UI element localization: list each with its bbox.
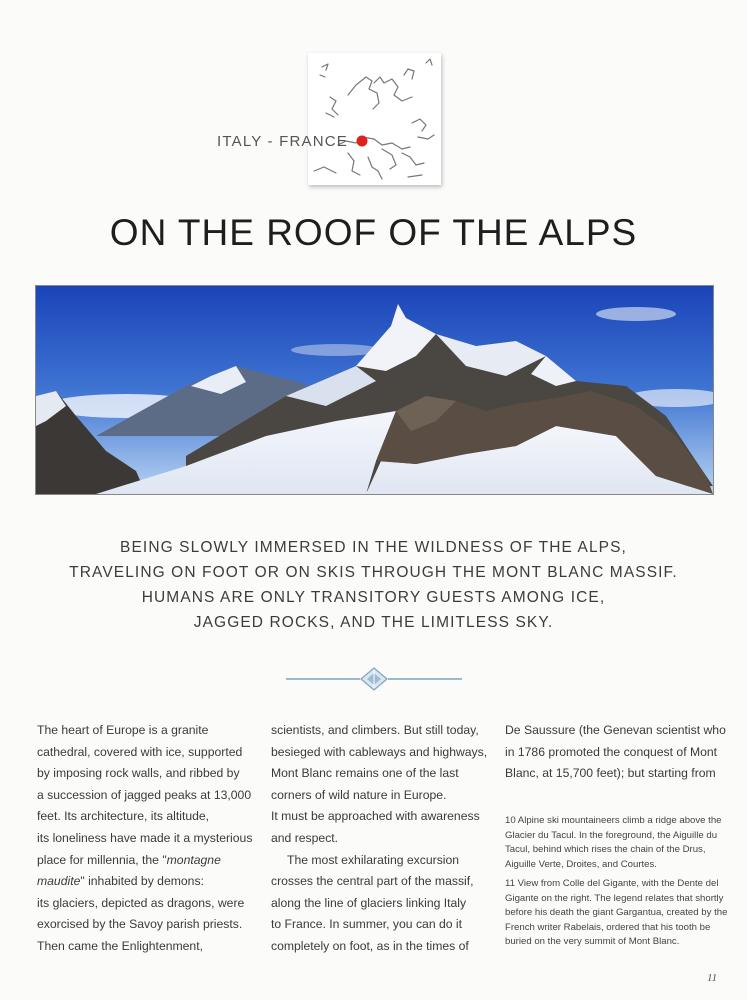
body-line: The heart of Europe is a granite (37, 723, 209, 737)
caption-line: 10 Alpine ski mountaineers climb a ridge above the (505, 815, 722, 826)
ornament-divider (286, 667, 462, 691)
body-column-2 (271, 720, 488, 958)
caption-line: Tacul, behind which rises the chain of the Drus, (505, 844, 706, 856)
mountain-panorama-photo (35, 285, 714, 495)
body-line: by imposing rock walls, and ribbed by (37, 766, 240, 781)
body-line: De Saussure (the Genevan scientist who (505, 723, 726, 737)
intro-line: TRAVELING ON FOOT OR ON SKIS THROUGH THE MONT BLANC MASSIF. (69, 564, 678, 581)
body-line: to France. In summer, you can do it (271, 917, 463, 932)
body-line: feet. Its architecture, its altitude, (37, 809, 210, 824)
location-marker-icon (357, 136, 368, 147)
page-number: 11 (707, 972, 718, 984)
body-line: Mont Blanc remains one of the last (271, 766, 459, 781)
location-label: ITALY - FRANCE (217, 133, 348, 150)
body-line: exorcised by the Savoy parish priests. (37, 917, 243, 932)
page-title: ON THE ROOF OF THE ALPS (109, 212, 638, 253)
intro-text (60, 535, 687, 635)
diamond-icon (361, 668, 387, 690)
caption-line: Glacier du Tacul. In the foreground, the Aiguille du (505, 829, 718, 841)
body-line: besieged with cableways and highways, (271, 744, 488, 759)
body-line: completely on foot, as in the times of (271, 938, 469, 953)
intro-line: HUMANS ARE ONLY TRANSITORY GUESTS AMONG ICE, (141, 589, 606, 606)
body-line: Blanc, at 15,700 feet); but starting from (505, 766, 716, 781)
body-column-3 (505, 720, 726, 785)
body-line: The most exhilarating excursion (287, 852, 460, 867)
caption-line: French writer Rabelais, ordered that his tooth be (505, 921, 711, 933)
body-line: It must be approached with awareness (271, 809, 480, 824)
body-line: a succession of jagged peaks at 13,000 (37, 787, 252, 802)
body-line: its glaciers, depicted as dragons, were (37, 895, 245, 910)
caption-line: before his death the giant Gargantua, created by the (505, 907, 728, 919)
body-line: in 1786 promoted the conquest of Mont (505, 744, 718, 759)
body-line: and respect. (271, 830, 339, 845)
body-line: Then came the Enlightenment, (37, 938, 203, 953)
photo-caption-11 (505, 877, 728, 950)
body-line: cathedral, covered with ice, supported (37, 744, 243, 759)
location-map (308, 53, 441, 185)
body-line: place for millennia, the "montagne (37, 852, 221, 867)
body-line: along the line of glaciers linking Italy (271, 895, 467, 910)
intro-line: JAGGED ROCKS, AND THE LIMITLESS SKY. (193, 614, 554, 631)
body-line: its loneliness have made it a mysterious (37, 830, 253, 845)
body-line: corners of wild nature in Europe. (271, 787, 447, 802)
photo-caption-10 (505, 814, 722, 872)
body-line: scientists, and climbers. But still today, (271, 723, 479, 737)
intro-line: BEING SLOWLY IMMERSED IN THE WILDNESS OF THE ALPS, (120, 539, 627, 556)
caption-line: 11 View from Colle del Gigante, with the Dente del (505, 878, 719, 889)
europe-map-graphic (308, 53, 441, 185)
body-line: crosses the central part of the massif, (271, 874, 474, 889)
body-column-1 (37, 720, 253, 958)
body-line: maudite" inhabited by demons: (37, 874, 204, 889)
caption-line: buried on the very summit of Mont Blanc. (505, 936, 680, 948)
caption-line: Aiguille Verte, Droites, and Courtes. (505, 858, 657, 870)
caption-line: Gigante on the right. The legend relates that shortly (505, 892, 724, 904)
